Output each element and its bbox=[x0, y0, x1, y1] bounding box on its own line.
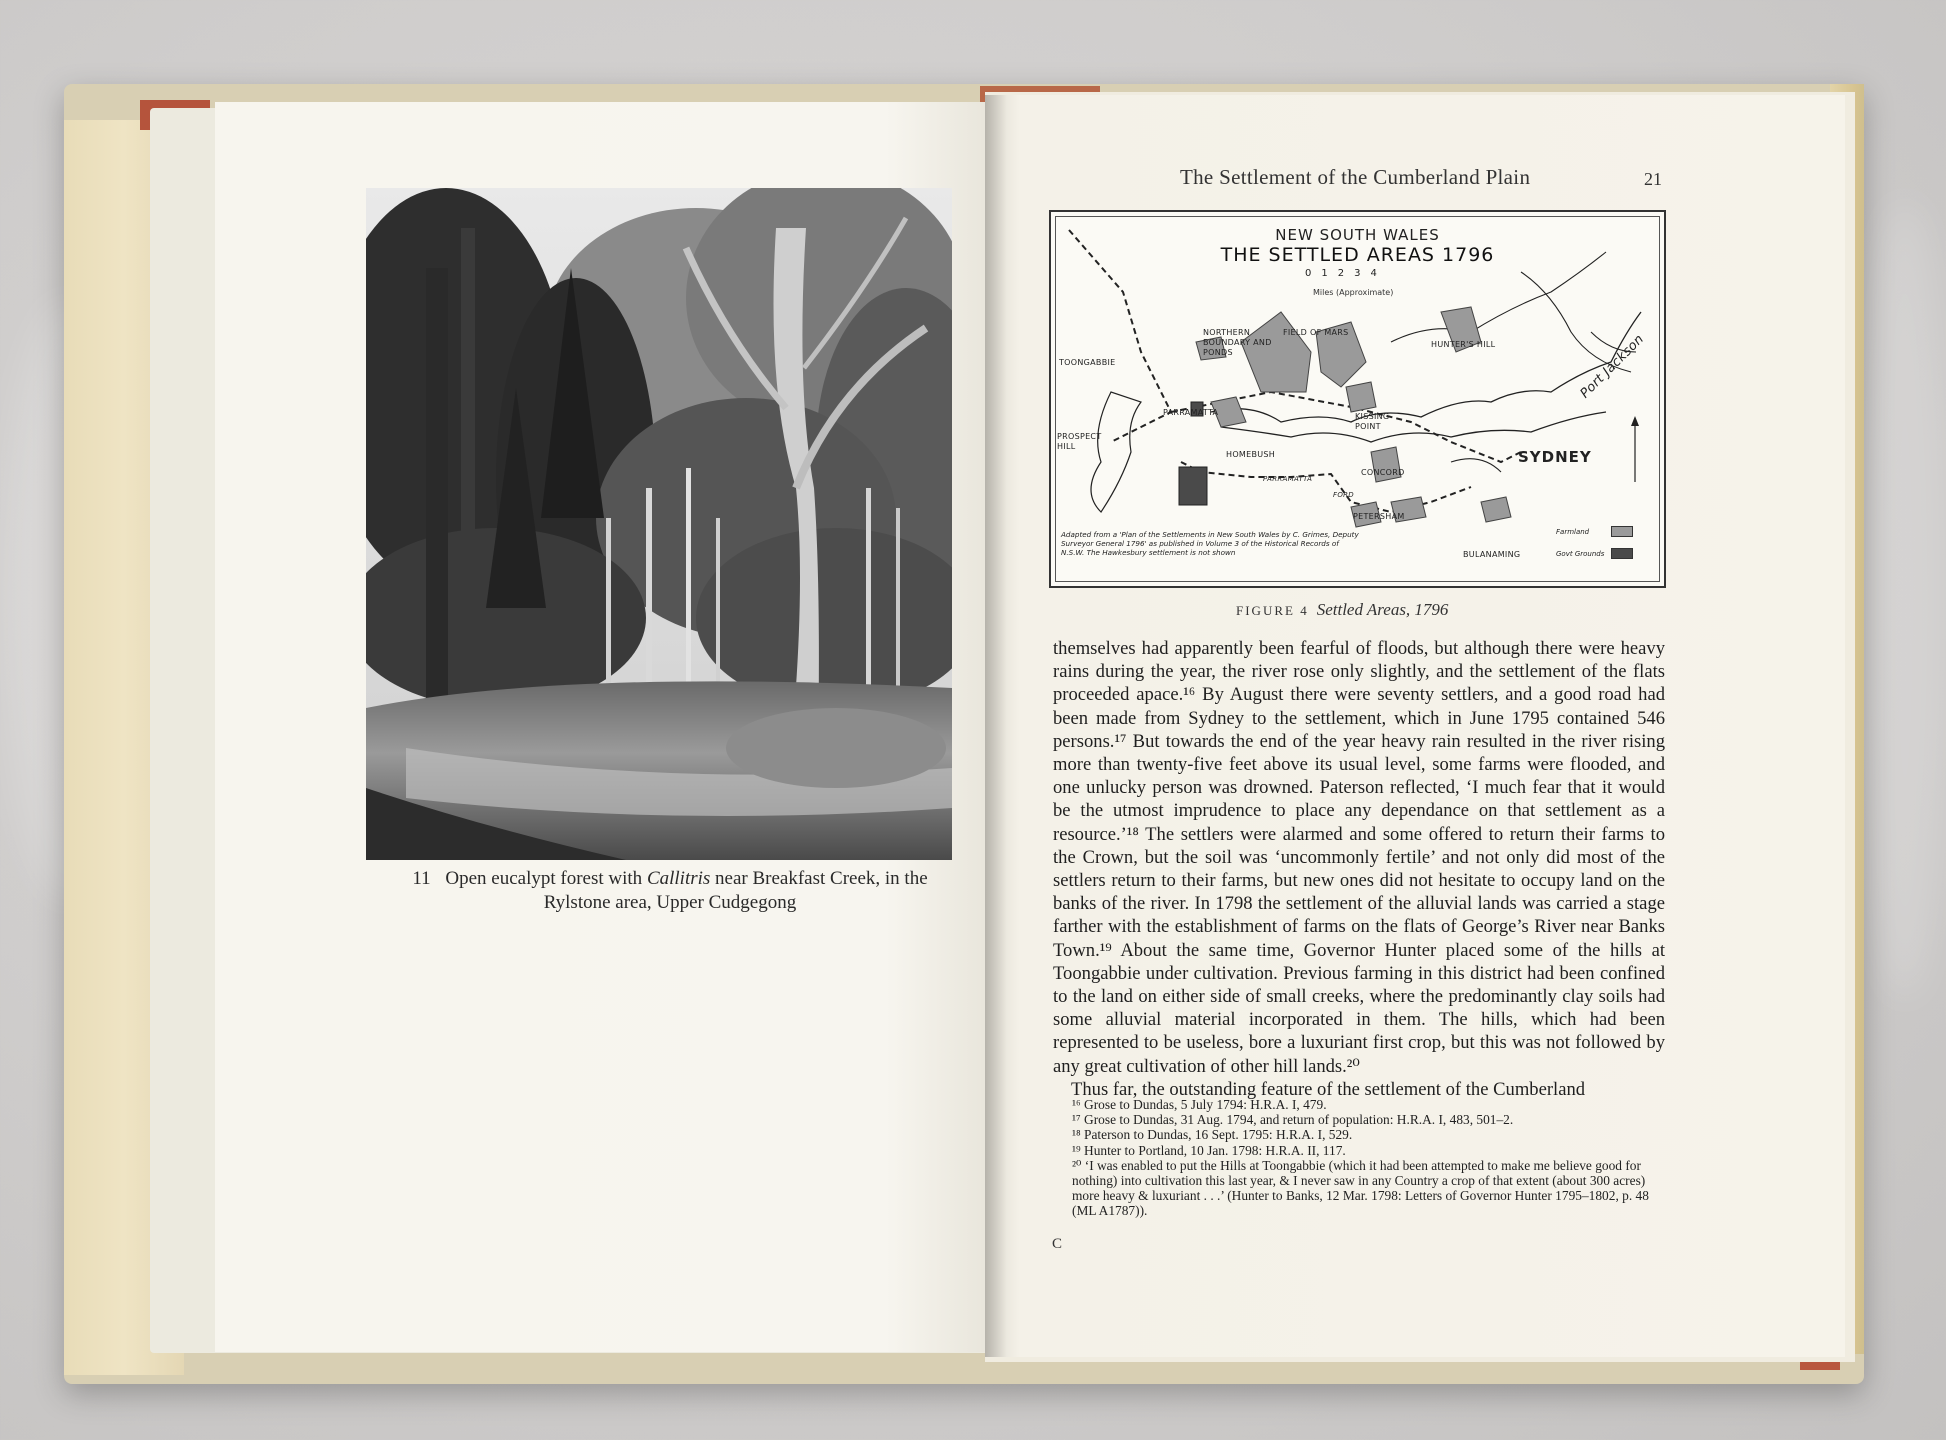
legend-farmland-label: Farmland bbox=[1556, 528, 1590, 536]
forest-photograph bbox=[366, 188, 952, 860]
map-label-concord: CONCORD bbox=[1361, 468, 1405, 477]
cloth-fold bbox=[1860, 200, 1946, 1000]
map-label-sydney: SYDNEY bbox=[1518, 448, 1592, 466]
footnote: ¹⁶ Grose to Dundas, 5 July 1794: H.R.A. I, 479. bbox=[1072, 1097, 1327, 1112]
running-head: The Settlement of the Cumberland Plain bbox=[1180, 165, 1531, 189]
photo-caption-text: near Breakfast Creek, in the Rylstone area, Upper Cudgegong bbox=[543, 868, 928, 913]
map-label-prospect-hill: PROSPECT HILL bbox=[1057, 432, 1102, 451]
figure-caption bbox=[1236, 600, 1448, 620]
legend-farmland-swatch bbox=[1611, 526, 1633, 537]
map-source-note: Adapted from a 'Plan of the Settlements in New South Wales by C. Grimes, Deputy Surveyor General 1796' as published in Volume 3 of the Historical Records of N.S.W. The Hawkesbury settlement is not shown bbox=[1061, 530, 1359, 557]
footnotes bbox=[1072, 1097, 1664, 1219]
photo-caption-text: Open eucalypt forest with bbox=[445, 868, 647, 889]
body-paragraph: themselves had apparently been fearful of floods, but although there were heavy rains during the year, the river rose only slightly, and the settlement of the flats proceeded apace.¹⁶ By August there were seventy settlers, and a good road had been made from Sydney to the settlement, which in June 1795 contained 546 persons.¹⁷ But towards the end of the year heavy rain resulted in the river rising more than twenty-five feet above its usual level, some farms were flooded, and one unlucky person was drowned. Paterson reflected, ‘I much fear that it would be the utmost imprudence to place any dependance on that settlement as a resource.’¹⁸ The settlers were alarmed and some offered to return their farms to the Crown, but the soil was ‘uncommonly fertile’ and not only did most of the settlers return to their farms, but new ones did not hesitate to occupy land on the banks of the river. In 1798 the settlement of the alluvial lands was carried a stage farther with the establishment of farms on the flats of George’s River near Banks Town.¹⁹ About the same time, Governor Hunter placed some of the hills at Toongabbie under cultivation. Previous farming in this district had been confined to the land on either side of small creeks, where the predominantly clay soils had some alluvial material incorporated in them. The hills, which had been represented to be useless, bore a luxuriant first crop, but this was not followed by any great cultivation of other hill lands.²⁰ bbox=[1053, 638, 1665, 1077]
map-label-port-jackson: Port Jackson bbox=[1577, 331, 1648, 402]
footnote: ¹⁹ Hunter to Portland, 10 Jan. 1798: H.R.A. II, 117. bbox=[1072, 1142, 1346, 1158]
map-label-parramatta: PARRAMATTA bbox=[1163, 408, 1219, 417]
map-label-petersham: PETERSHAM bbox=[1353, 512, 1405, 521]
photo-number: 11 bbox=[412, 868, 431, 889]
book-gutter bbox=[985, 95, 1007, 1357]
signature-mark: C bbox=[1052, 1236, 1063, 1252]
legend-govt-grounds-label: Govt Grounds bbox=[1556, 550, 1605, 558]
photo-caption-italic: Callitris bbox=[646, 868, 711, 889]
figure-label: FIGURE 4 bbox=[1236, 603, 1309, 618]
map-label-ford: FORD bbox=[1333, 491, 1354, 499]
map-label-bulanaming: BULANAMING bbox=[1463, 550, 1521, 559]
map-label-field-of-mars: FIELD OF MARS bbox=[1283, 328, 1349, 337]
photo-caption bbox=[380, 867, 960, 915]
map-label-homebush: HOMEBUSH bbox=[1226, 450, 1276, 459]
footnote: ¹⁸ Paterson to Dundas, 16 Sept. 1795: H.R.A. I, 529. bbox=[1072, 1127, 1353, 1143]
footnote: ²⁰ ‘I was enabled to put the Hills at Toongabbie (which it had been attempted to make me believe good for nothing) into cultivation this last year, & I never saw in any Country a crop of that extent (about 300 acres) more heavy & luxuriant . . .’ (Hunter to Banks, 12 Mar. 1798: Letters of Governor Hunter 1795–1802, p. 48 (ML A1787)). bbox=[1072, 1157, 1649, 1219]
page-number: 21 bbox=[1644, 169, 1662, 189]
map-scale: 01234 bbox=[1305, 268, 1387, 279]
map-label-parramatta-road: PARRAMATTA bbox=[1263, 475, 1313, 483]
map-label-kissing-point: KISSING POINT bbox=[1355, 412, 1390, 431]
body-text bbox=[1053, 637, 1665, 1101]
map-label-hunters-hill: HUNTER'S HILL bbox=[1431, 340, 1496, 349]
map-scale-label: Miles (Approximate) bbox=[1313, 288, 1394, 297]
figure-title: Settled Areas, 1796 bbox=[1316, 600, 1449, 619]
map-title: THE SETTLED AREAS 1796 bbox=[1220, 244, 1495, 266]
footnote: ¹⁷ Grose to Dundas, 31 Aug. 1794, and return of population: H.R.A. I, 483, 501–2. bbox=[1072, 1112, 1514, 1128]
settled-areas-map bbox=[1049, 210, 1666, 588]
map-title-region: NEW SOUTH WALES bbox=[1275, 226, 1440, 244]
map-label-northern-boundary: NORTHERN BOUNDARY AND PONDS bbox=[1203, 328, 1272, 357]
body-paragraph: Thus far, the outstanding feature of the settlement of the Cumberland bbox=[1071, 1078, 1586, 1100]
legend-govt-grounds-swatch bbox=[1611, 548, 1633, 559]
map-label-toongabbie: TOONGABBIE bbox=[1059, 358, 1116, 367]
